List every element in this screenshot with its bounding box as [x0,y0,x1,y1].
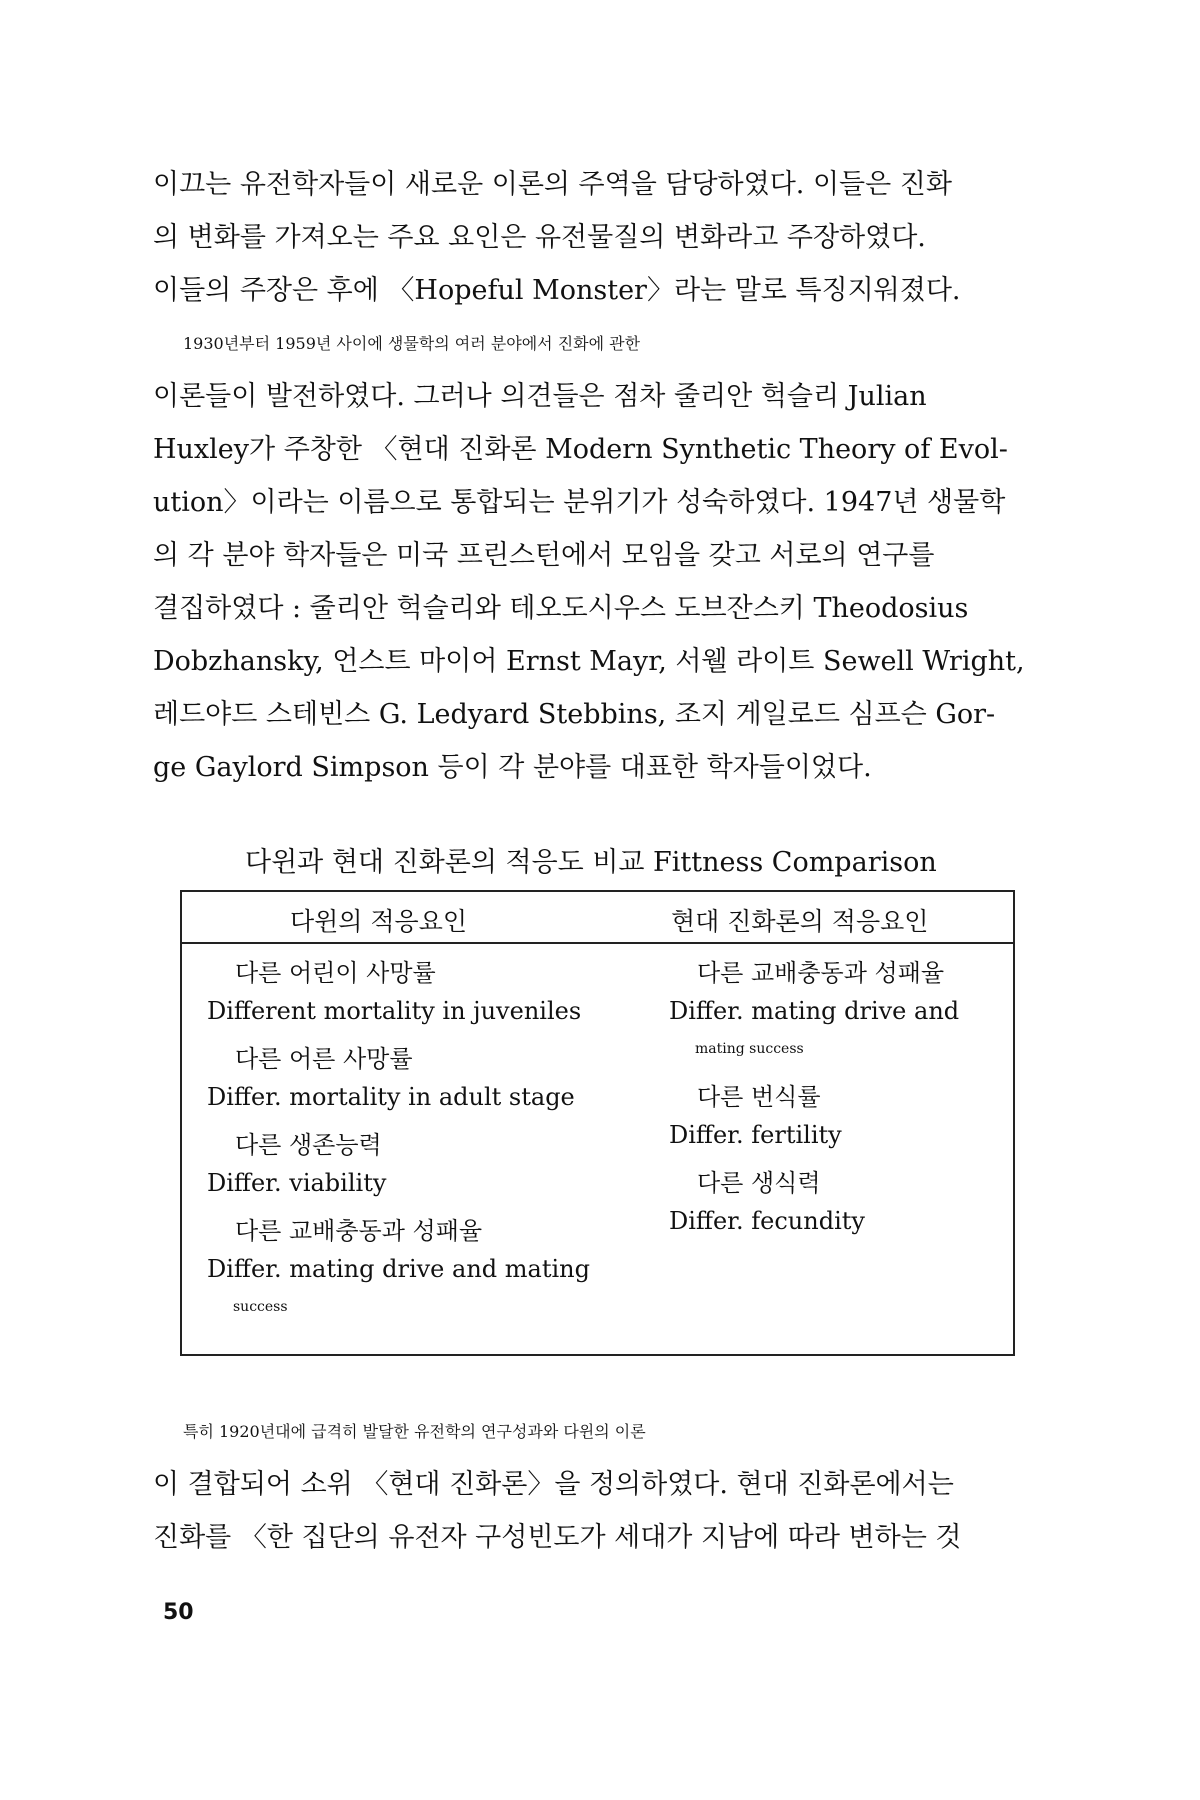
list-item [669,954,999,1068]
text-line: 의 각 분야 학자들은 미국 프린스턴에서 모임을 갖고 서로의 연구를 [153,540,935,571]
fitness-comparison-table [180,890,1015,1356]
item-korean: 다른 생존능력 [235,1131,382,1159]
text-line: Huxley가 주창한 〈현대 진화론 Modern Synthetic Theory of Evol- [153,434,1008,465]
text-line: 이 결합되어 소위 〈현대 진화론〉을 정의하였다. 현대 진화론에서는 [153,1469,954,1500]
list-item [207,1212,637,1326]
list-item [207,1040,637,1116]
header-darwin: 다윈의 적응요인 [290,907,467,936]
item-korean: 다른 어른 사망률 [235,1045,413,1073]
table-caption: 다윈과 현대 진화론의 적응도 비교 Fittness Comparison [245,847,937,878]
list-item [669,1078,999,1154]
item-english-continued: mating success [695,1041,804,1057]
header-modern: 현대 진화론의 적응요인 [671,907,929,936]
item-korean: 다른 생식력 [697,1169,821,1197]
item-korean: 다른 교배충동과 성패율 [697,959,945,987]
text-line: 이론들이 발전하였다. 그러나 의견들은 점차 줄리안 헉슬리 Julian [153,381,927,412]
item-english: Different mortality in juveniles [207,997,582,1025]
item-english: Differ. mortality in adult stage [207,1083,575,1111]
text-line: Dobzhansky, 언스트 마이어 Ernst Mayr, 서웰 라이트 Sewell Wright, [153,646,1025,677]
text-line: ution〉이라는 이름으로 통합되는 분위기가 성숙하였다. 1947년 생물학 [153,487,1006,518]
modern-column [669,954,999,1250]
item-english: Differ. fertility [669,1121,842,1149]
table-header [182,892,1013,944]
paragraph-1 [153,158,1053,317]
text-line: 의 변화를 가져오는 주요 요인은 유전물질의 변화라고 주장하였다. [153,222,926,253]
text-line: 진화를 〈한 집단의 유전자 구성빈도가 세대가 지남에 따라 변하는 것 [153,1522,962,1553]
item-english: Differ. fecundity [669,1207,865,1235]
paragraph-3 [153,1405,1053,1564]
text-line: 특히 1920년대에 급격히 발달한 유전학의 연구성과와 다윈의 이론 [183,1422,646,1441]
item-korean: 다른 어린이 사망률 [235,959,436,987]
item-korean: 다른 번식률 [697,1083,821,1111]
paragraph-2 [153,317,1053,794]
item-english-continued: success [233,1299,288,1315]
item-english: Differ. viability [207,1169,387,1197]
page-number: 50 [163,1600,194,1625]
item-korean: 다른 교배충동과 성패율 [235,1217,483,1245]
text-line: 이끄는 유전학자들이 새로운 이론의 주역을 담당하였다. 이들은 진화 [153,169,952,200]
darwin-column [207,954,637,1336]
text-line: 레드야드 스테빈스 G. Ledyard Stebbins, 조지 게일로드 심프슨 Gor- [153,699,996,730]
item-english: Differ. mating drive and mating [207,1255,590,1283]
list-item [669,1164,999,1240]
text-line: 1930년부터 1959년 사이에 생물학의 여러 분야에서 진화에 관한 [183,334,641,353]
list-item [207,954,637,1030]
text-line: ge Gaylord Simpson 등이 각 분야를 대표한 학자들이었다. [153,752,872,783]
item-english: Differ. mating drive and [669,997,960,1025]
text-line: 결집하였다 : 줄리안 헉슬리와 테오도시우스 도브잔스키 Theodosius [153,593,969,624]
list-item [207,1126,637,1202]
text-line: 이들의 주장은 후에 〈Hopeful Monster〉라는 말로 특징지워졌다. [153,275,961,306]
